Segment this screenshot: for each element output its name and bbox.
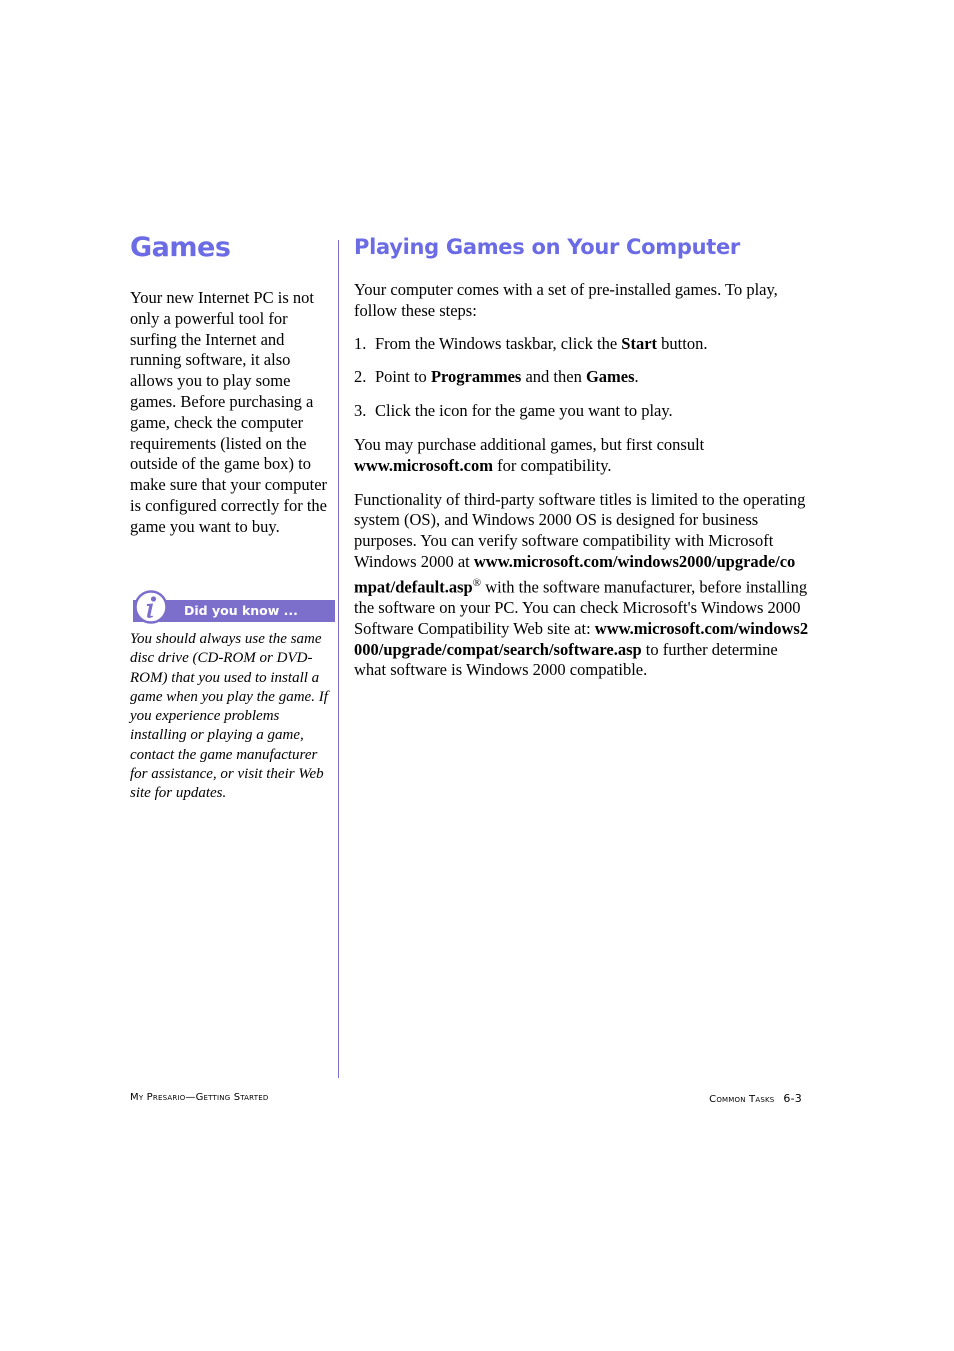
step-text: From the Windows taskbar, click the Start button.	[375, 333, 708, 353]
programmes-keyword: Programmes	[430, 367, 522, 387]
sidebar-title: Games	[130, 232, 231, 263]
footer-book-title: My Presario—Getting Started	[130, 1092, 269, 1103]
info-icon	[134, 590, 168, 624]
games-keyword: Games	[585, 367, 635, 387]
step-text: Point to Programmes and then Games.	[375, 367, 639, 387]
compat-default-link[interactable]: www.microsoft.com/windows2000/upgrade/compat/default.asp	[354, 551, 796, 597]
column-divider	[338, 240, 339, 1078]
tip-body: You should always use the same disc drive (CD-ROM or DVD-ROM) that you used to install a game when you play the game. If you experience problems installing or playing a game, contact the game manufacturer for assistance, or visit their Web site for updates.	[130, 631, 328, 802]
footer-section-name: Common Tasks	[709, 1094, 775, 1105]
start-keyword: Start	[621, 333, 658, 353]
step-1	[354, 334, 809, 355]
step-2	[354, 367, 809, 388]
compat-search-link[interactable]: www.microsoft.com/windows2000/upgrade/compat/search/software.asp	[354, 618, 809, 659]
step-text: Click the icon for the game you want to play.	[375, 401, 673, 421]
functionality-paragraph: Functionality of third-party software titles is limited to the operating system (OS), and Windows 2000 OS is designed for business purposes. You can verify software compatibility with Microsoft Windows 2000 at www.microsoft.com/windows2000/upgrade/compat/default.asp® with the software manufacturer, before installing the software on your PC. You can check Microsoft's Windows 2000 Software Compatibility Web site at: www.microsoft.com/windows2000/upgrade/compat/search/software.asp to further determine what software is Windows 2000 compatible.	[354, 489, 809, 680]
registered-mark: ®	[472, 576, 482, 589]
footer-section	[709, 1092, 802, 1105]
microsoft-link[interactable]: www.microsoft.com	[354, 455, 493, 475]
step-3	[354, 401, 809, 422]
main-title: Playing Games on Your Computer	[354, 235, 740, 259]
intro-paragraph: Your computer comes with a set of pre-installed games. To play, follow these steps:	[354, 280, 778, 320]
step-number: 2.	[354, 367, 367, 387]
sidebar-body: Your new Internet PC is not only a powerful tool for surfing the Internet and running software, it also allows you to play some games. Before purchasing a game, check the computer requirements (listed on the outside of the game box) to make sure that your computer is configured correctly for the game you want to buy.	[130, 288, 328, 536]
step-number: 1.	[354, 333, 367, 353]
step-number: 3.	[354, 401, 367, 421]
main-body	[354, 280, 809, 681]
purchase-paragraph: You may purchase additional games, but first consult www.microsoft.com for compatibility.	[354, 434, 705, 475]
page-number: 6-3	[783, 1092, 802, 1105]
did-you-know-label: Did you know ...	[184, 603, 298, 618]
